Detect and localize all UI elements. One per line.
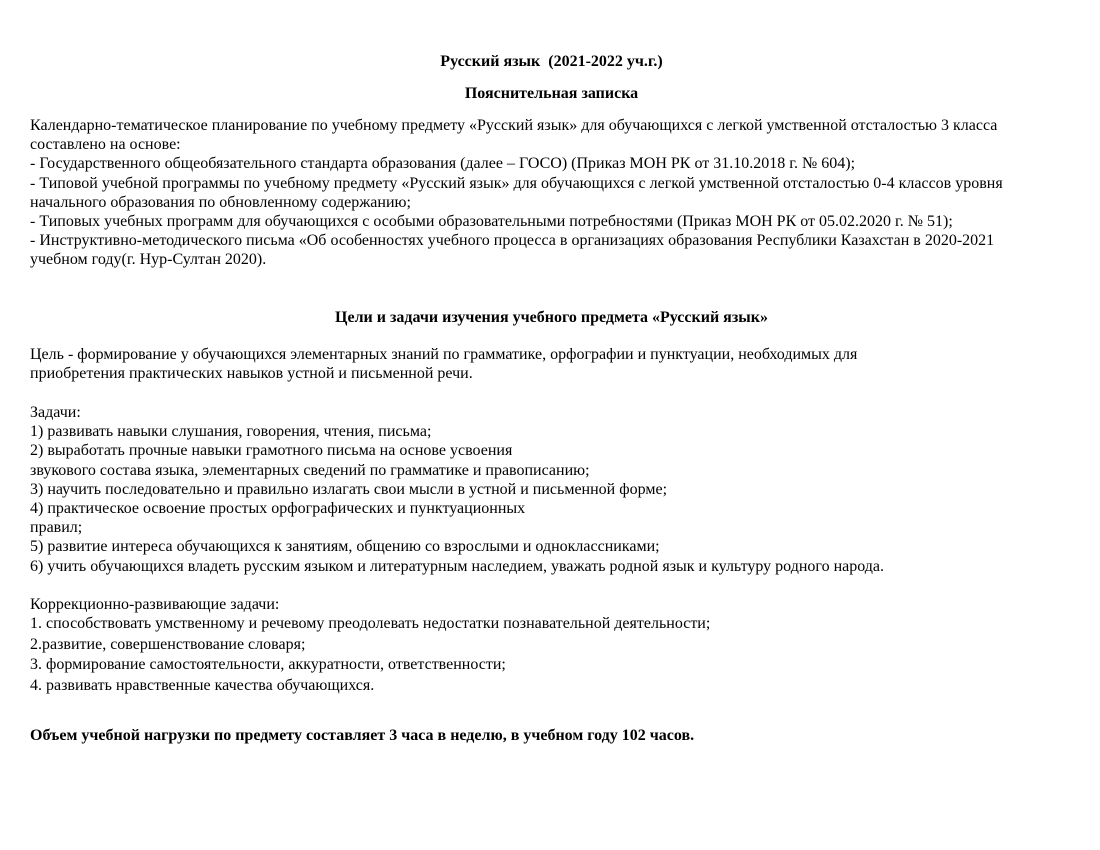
intro-section [30,116,1075,270]
document-subtitle: Пояснительная записка [464,85,639,102]
correction-item: 1. способствовать умственному и речевому преодолевать недостатки познавательной деятельности; [30,615,711,633]
task-item: 4) практическое освоение простых орфографических и пунктуационных [30,499,526,517]
goals-heading: Цели и задачи изучения учебного предмета «Русский язык» [335,309,768,326]
intro-line: начального образования по обновленному содержанию; [30,193,411,211]
intro-line: учебном году(г. Нур-Султан 2020). [30,251,267,269]
correction-item: 3. формирование самостоятельности, аккуратности, ответственности; [30,656,506,674]
correction-label: Коррекционно-развивающие задачи: [30,596,280,613]
intro-line: - Типовой учебной программы по учебному предмету «Русский язык» для обучающихся с легкой умственной отсталостью 0-4 классов уровня [30,174,1003,192]
task-item: звукового состава языка, элементарных сведений по грамматике и правописанию; [30,461,590,479]
task-item: 1) развивать навыки слушания, говорения, чтения, письма; [30,423,432,441]
workload-statement: Объем учебной нагрузки по предмету составляет 3 часа в неделю, в учебном году 102 часов. [30,727,695,744]
task-item: 6) учить обучающихся владеть русским языком и литературным наследием, уважать родной язык и культуру родного народа. [30,557,885,575]
tasks-section [30,403,1075,576]
intro-line: Календарно-тематическое планирование по учебному предмету «Русский язык» для обучающихся с легкой умственной отсталостью 3 класса [30,117,998,134]
correction-item: 4. развивать нравственные качества обучающихся. [30,676,375,694]
document-title: Русский язык (2021-2022 уч.г.) [440,53,663,70]
correction-item: 2.развитие, совершенствование словаря; [30,635,306,653]
intro-line: - Инструктивно-методического письма «Об особенностях учебного процесса в организациях образования Республики Казахстан в 2020-2021 [30,232,995,250]
intro-line: - Типовых учебных программ для обучающихся с особыми образовательными потребностями (Приказ МОН РК от 05.02.2020 г. № 51); [30,212,953,230]
intro-line: - Государственного общеобязательного стандарта образования (далее – ГОСО) (Приказ МОН РК от 31.10.2018 г. № 604); [30,155,856,173]
task-item: 2) выработать прочные навыки грамотного письма на основе усвоения [30,442,513,460]
workload-section [30,726,1075,745]
correction-section [30,595,1075,695]
goal-section [30,345,1075,383]
task-item: 3) научить последовательно и правильно излагать свои мысли в устной и письменной форме; [30,480,668,498]
goal-line: Цель - формирование у обучающихся элементарных знаний по грамматике, орфографии и пунктуации, необходимых для [30,346,858,363]
task-item: правил; [30,519,83,537]
tasks-label: Задачи: [30,404,81,421]
goal-line: приобретения практических навыков устной и письменной речи. [30,365,473,383]
intro-line: составлено на основе: [30,136,181,154]
task-item: 5) развитие интереса обучающихся к занятиям, общению со взрослыми и одноклассниками; [30,538,660,556]
